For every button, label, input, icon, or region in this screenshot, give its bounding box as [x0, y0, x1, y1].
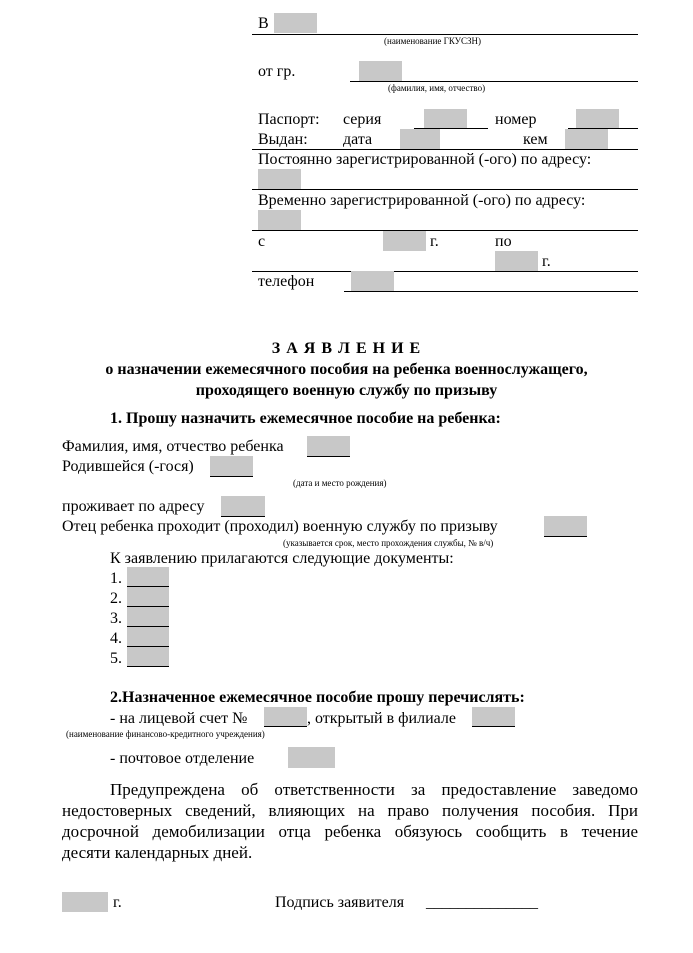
section-2-heading: 2.Назначенное ежемесячное пособие прошу перечислять:	[110, 689, 525, 706]
branch-label: , открытый в филиале	[307, 710, 456, 727]
account-label: - на лицевой счет №	[110, 710, 248, 727]
document-title: З А Я В Л Е Н И Е	[271, 340, 422, 357]
phone-field[interactable]	[351, 271, 394, 291]
temporary-address-field[interactable]	[258, 210, 301, 230]
warning-line-4: десяти календарных дней.	[62, 843, 253, 862]
org-caption: (наименование ГКУСЗН)	[384, 36, 482, 46]
document-number: 4.	[110, 630, 122, 647]
application-date-field[interactable]	[62, 892, 108, 912]
born-label: Родившейся (-гося)	[62, 458, 194, 475]
warning-line-3: досрочной демобилизации отца ребенка обязуюсь сообщить в течение	[62, 822, 638, 841]
from-label: от гр.	[258, 63, 296, 80]
by-label: кем	[523, 131, 548, 148]
signature-line[interactable]: ______________	[426, 894, 538, 911]
temporary-address-underline	[252, 230, 638, 231]
phone-label: телефон	[258, 273, 315, 290]
temp-to-date-field[interactable]	[495, 251, 538, 271]
applicant-name-field[interactable]	[359, 61, 402, 81]
post-office-label: - почтовое отделение	[110, 750, 255, 767]
child-address-label: проживает по адресу	[62, 498, 205, 515]
issued-underline	[252, 149, 638, 150]
org-underline	[252, 34, 638, 35]
father-service-field[interactable]	[544, 516, 587, 537]
issued-by-field[interactable]	[565, 129, 608, 149]
issue-date-field[interactable]	[400, 129, 440, 149]
child-name-field[interactable]	[307, 436, 350, 457]
passport-series-field[interactable]	[424, 109, 467, 129]
account-number-field[interactable]	[264, 707, 307, 727]
passport-label: Паспорт:	[258, 111, 320, 128]
document-field-5[interactable]	[127, 647, 169, 667]
bank-branch-field[interactable]	[472, 707, 515, 727]
to-word: по	[495, 233, 512, 250]
father-service-label: Отец ребенка проходит (проходил) военную службу по призыву	[62, 518, 498, 535]
from-word: с	[258, 233, 266, 250]
document-number: 5.	[110, 650, 122, 667]
bank-caption: (наименование финансово-кредитного учреждения)	[66, 729, 265, 739]
date-label: дата	[343, 131, 373, 148]
child-name-label: Фамилия, имя, отчество ребенка	[62, 438, 284, 455]
name-caption: (фамилия, имя, отчество)	[388, 83, 486, 93]
section-1-heading: 1. Прошу назначить ежемесячное пособие на ребенка:	[110, 410, 501, 427]
number-label: номер	[495, 111, 537, 128]
birth-field[interactable]	[210, 456, 253, 477]
temp-from-date-field[interactable]	[383, 231, 426, 251]
document-field-1[interactable]	[127, 567, 169, 587]
temp-period-underline	[252, 271, 638, 272]
post-office-field[interactable]	[288, 747, 335, 768]
permanent-address-label: Постоянно зарегистрированной (-ого) по адресу:	[258, 151, 592, 168]
signature-label: Подпись заявителя	[275, 894, 405, 911]
child-address-field[interactable]	[221, 496, 265, 517]
documents-label: К заявлению прилагаются следующие документы:	[110, 550, 454, 567]
permanent-address-field[interactable]	[258, 169, 301, 189]
document-number: 3.	[110, 610, 122, 627]
document-number: 1.	[110, 570, 122, 587]
document-number: 2.	[110, 590, 122, 607]
series-label: серия	[343, 111, 382, 128]
org-name-field[interactable]	[274, 13, 317, 33]
temporary-address-label: Временно зарегистрированной (-ого) по адресу:	[258, 192, 586, 209]
year-suffix-2: г.	[542, 253, 551, 270]
applicant-name-underline	[350, 81, 638, 82]
service-caption: (указывается срок, место прохождения службы, № в/ч)	[283, 538, 494, 548]
permanent-address-underline	[252, 189, 638, 190]
footer-year-suffix: г.	[113, 894, 122, 911]
title-line-1: о назначении ежемесячного пособия на ребенка военнослужащего,	[105, 361, 588, 378]
warning-line-2: недостоверных сведений, влияющих на право получения пособия. При	[62, 801, 638, 820]
passport-number-field[interactable]	[576, 109, 619, 129]
document-field-4[interactable]	[127, 627, 169, 647]
warning-line-1: Предупреждена об ответственности за предоставление заведомо	[110, 780, 638, 799]
issued-label: Выдан:	[258, 131, 308, 148]
born-caption: (дата и место рождения)	[293, 478, 387, 488]
phone-underline	[344, 291, 638, 292]
title-line-2: проходящего военную службу по призыву	[195, 382, 498, 399]
addressee-prefix: В	[258, 15, 269, 32]
year-suffix: г.	[430, 233, 439, 250]
document-field-2[interactable]	[127, 587, 169, 607]
document-field-3[interactable]	[127, 607, 169, 627]
